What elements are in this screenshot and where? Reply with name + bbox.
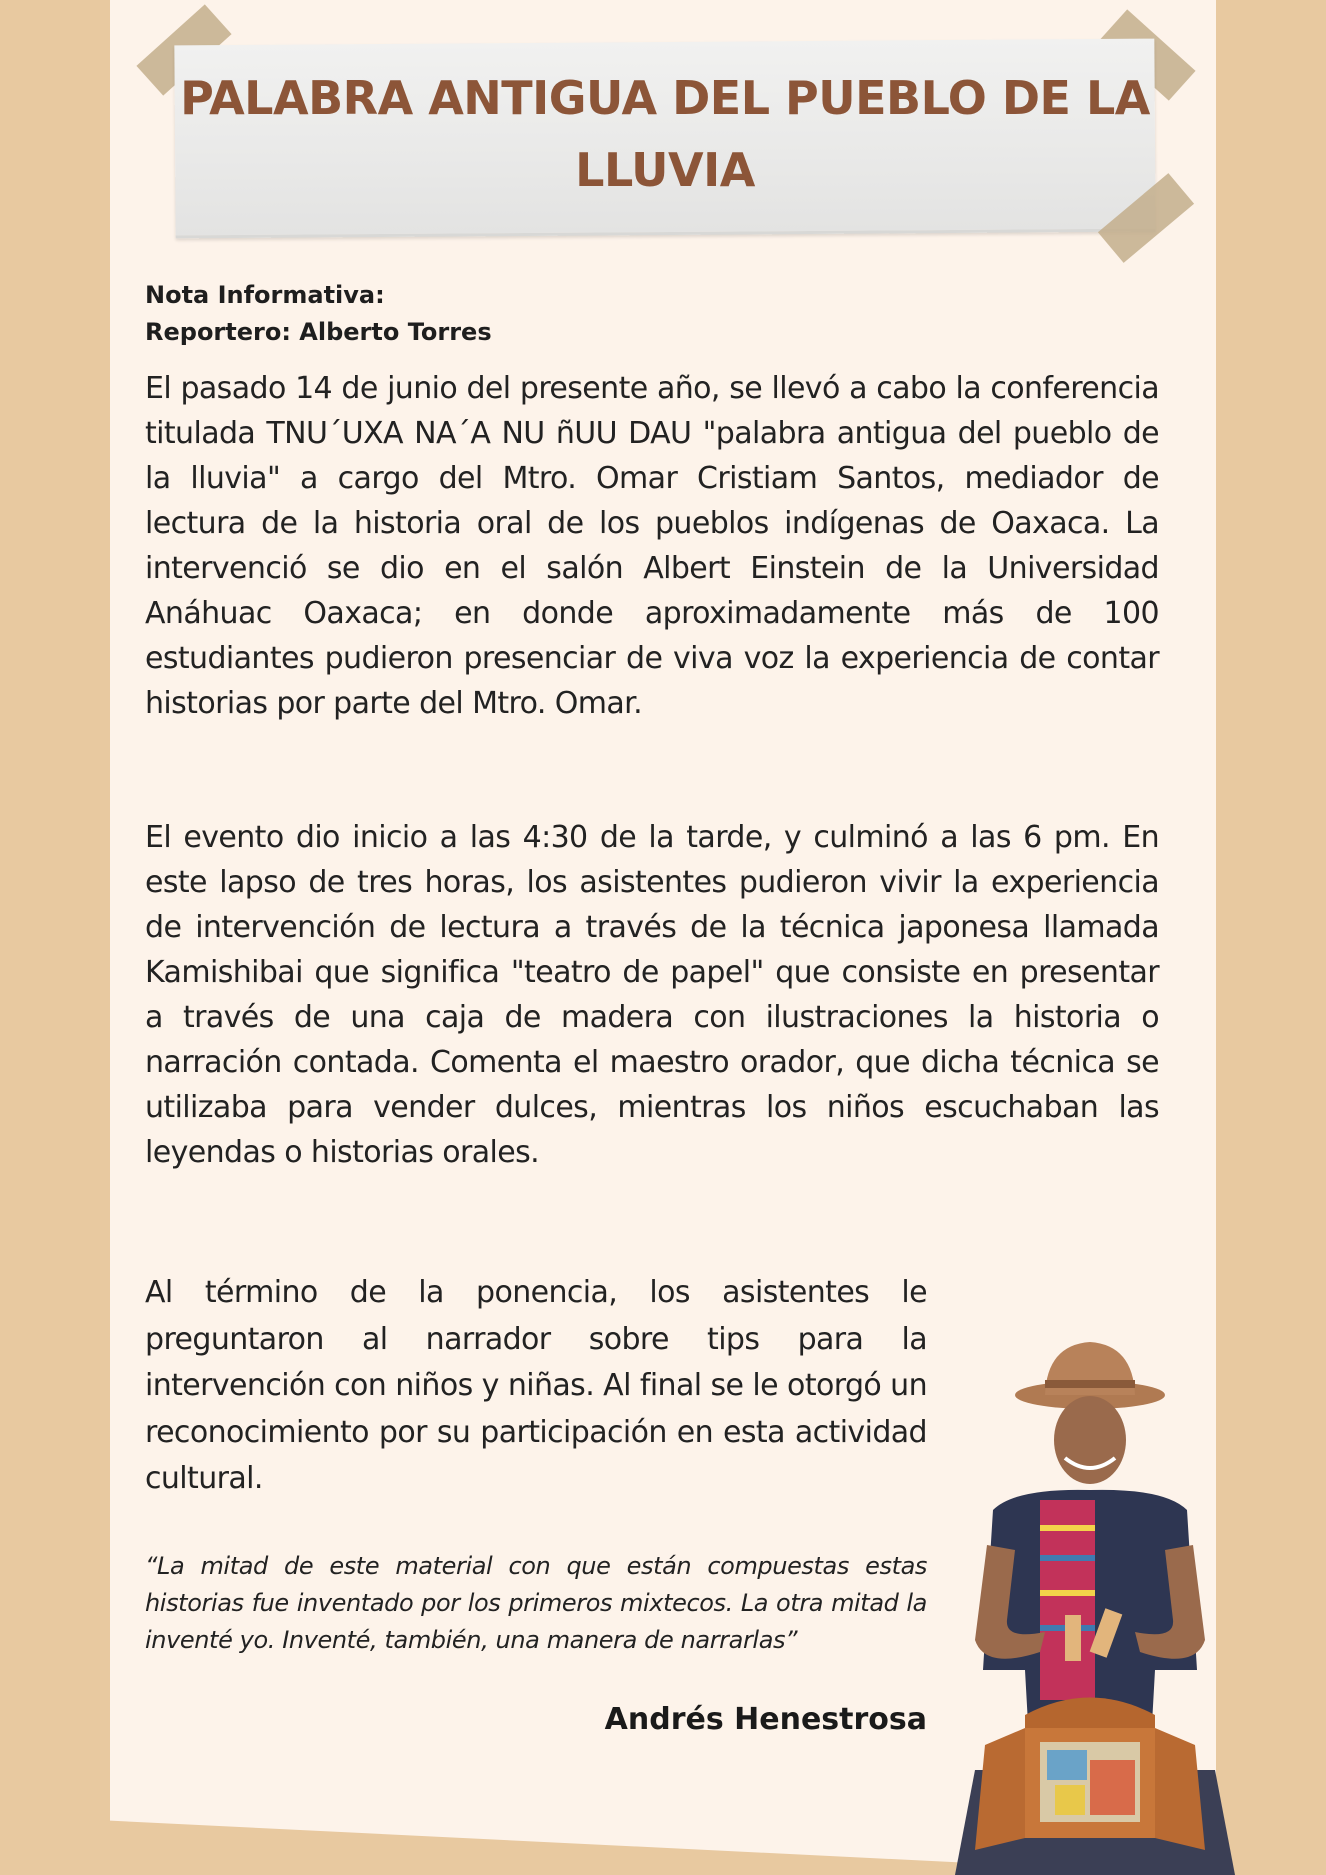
paragraph-1: El pasado 14 de junio del presente año, se llevó a cabo la conferencia titulada TNU´UXA NA´A NU ñUU DAU "palabra antigua del pueblo de la lluvia" a cargo del Mtro. Omar Cristiam Santos, mediador de lectura de la historia oral de los pueblos indígenas de Oaxaca. La intervenció se dio en el salón Albert Einstein de la Universidad Anáhuac Oaxaca; en donde aproximadamente más de 100 estudiantes pudieron presenciar de viva voz la experiencia de contar historias por parte del Mtro. Omar. <box>145 371 1159 721</box>
page-title: PALABRA ANTIGUA DEL PUEBLO DE LA LLUVIA <box>180 71 1150 197</box>
narrator-photo <box>945 1340 1235 1875</box>
note-type-label: Nota Informativa: <box>145 281 385 309</box>
quote-text: “La mitad de este material con que están compuestas estas historias fue inventado por los primeros mixtecos. La otra mitad la inventé yo. Inventé, también, una manera de narrarlas” <box>145 1552 927 1654</box>
paragraph-2: El evento dio inicio a las 4:30 de la tarde, y culminó a las 6 pm. En este lapso de tres horas, los asistentes pudieron vivir la experiencia de intervención de lectura a través de la técnica japonesa llamada Kamishibai que significa "teatro de papel" que consiste en presentar a través de una caja de madera con ilustraciones la historia o narración contada. Comenta el maestro orador, que dicha técnica se utilizaba para vender dulces, mientras los niños escuchaban las leyendas o historias orales. <box>145 820 1159 1170</box>
article-meta <box>145 277 492 351</box>
quote-author: Andrés Henestrosa <box>604 1702 927 1737</box>
reporter-label: Reportero: Alberto Torres <box>145 318 492 346</box>
paragraph-3: Al término de la ponencia, los asistentes le preguntaron al narrador sobre tips para la intervención con niños y niñas. Al final se le otorgó un reconocimiento por su participación en esta actividad cultural. <box>145 1275 927 1496</box>
